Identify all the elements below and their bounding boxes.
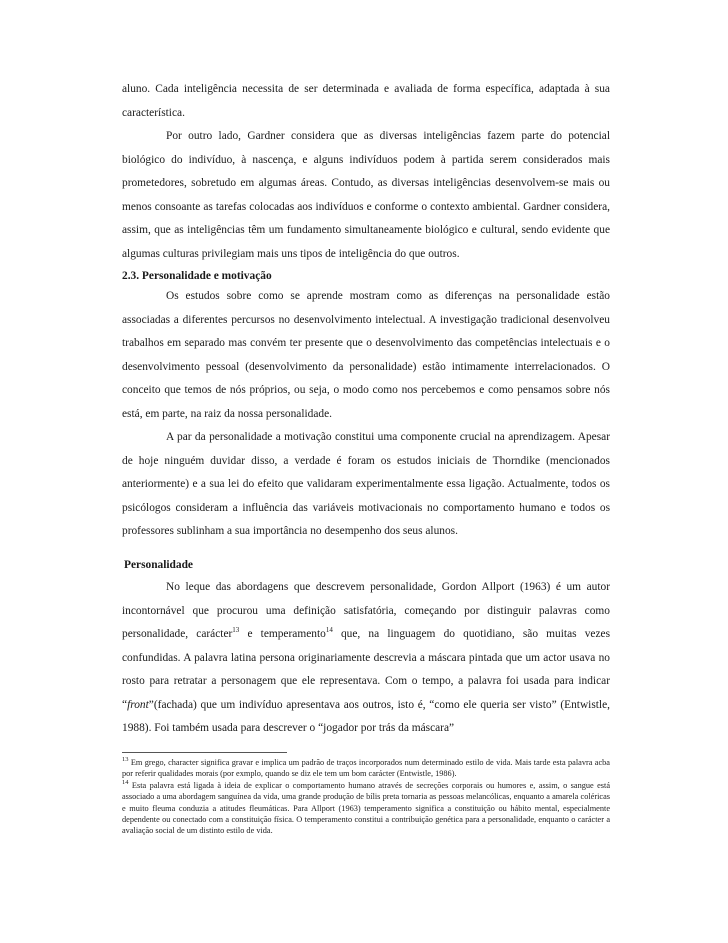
subheading: Personalidade (124, 559, 193, 571)
footnotes (122, 757, 610, 837)
allport-text (122, 576, 610, 741)
paragraph-gardner: Por outro lado, Gardner considera que as diversas inteligências fazem parte do potencial biológico do indivíduo, à nascença, e alguns indivíduos podem à partida serem considerados mais prometedores, sobretudo em algumas áreas. Contudo, as diversas inteligências desenvolvem-se mais ou menos consoante as tarefas colocadas aos indivíduos e conforme o contexto ambiental. Gardner considera, assim, que as inteligências têm um fundamento simultaneamente biológico e cultural, sendo evidente que algumas culturas privilegiam mais uns tipos de inteligência do que outros. (122, 130, 610, 260)
paragraph-motivation: A par da personalidade a motivação constitui uma componente crucial na aprendizagem. Apesar de hoje ninguém duvidar disso, a verdade é foram os estudos iniciais de Thorndike (mencionados anteriormente) e a sua lei do efeito que validaram experimentalmente essa ligação. Actualmente, todos os psicólogos consideram a influência das variáveis motivacionais no comportamento humano e todos os professores sublinham a sua importância no desempenho dos seus alunos. (122, 431, 610, 538)
paragraph-continuation: aluno. Cada inteligência necessita de ser determinada e avaliada de forma específica, adaptada à sua característica. (122, 83, 610, 119)
paragraph-allport: No leque das abordagens que descrevem personalidade, Gordon Allport (1963) é um autor incontornável que procurou uma definição satisfatória, começando por distinguir palavras como personalidade, carácter$^{13}$ e temperamento$^{14}$ que, na linguagem do quotidiano, são muitas vezes confundidas. A palavra latina persona originariamente descrevia a máscara pintada que um actor usava no rosto para retratar a personagem que ele representava. Com o tempo, a palavra foi usada para indicar “front”(fachada) que um indivíduo apresentava aos outros, isto é, “como ele queria ser visto” (Entwistle, 1988). Foi também usada para descrever o “jogador por trás da máscara” (122, 581, 611, 735)
intro-text (122, 78, 610, 266)
italic-front: front (127, 698, 149, 711)
section-heading: 2.3. Personalidade e motivação (122, 270, 272, 282)
footnote-13: $^{13}$ Em grego, character significa gravar e implica um padrão de traços incorporados num determinado estilo de vida. Mais tarde esta palavra acba por referir qualidades morais (por exmplo, quando se diz ele tem um bom carácter (Entwistle, 1986). (122, 756, 610, 779)
footnote-14: $^{14}$ Esta palavra está ligada à ideia de explicar o comportamento humano através de secreções corporais ou humores e, assim, o sangue está associado a uma abordagem sanguínea da vida, uma grande produção de bílis preta tornaria as pessoas melancólicas, enquanto a amarela coléricas e muito fleuma conduzia a atitudes fleumáticas. Para Allport (1963) temperamento significa a constituição ou hábito mental, especialmente dependente ou conectado com a constituição física. O temperamento constitui a contribuição genética para a personalidade, enquanto o carácter a avaliação social de um distinto estilo de vida. (122, 779, 610, 836)
paragraph-personality: Os estudos sobre como se aprende mostram como as diferenças na personalidade estão associadas a diferentes percursos no desenvolvimento intelectual. A investigação tradicional desenvolveu trabalhos em separado mas convém ter presente que o desenvolvimento das competências intelectuais e o desenvolvimento pessoal (desenvolvimento da personalidade) estão intimamente interrelacionados. O conceito que temos de nós próprios, ou seja, o modo como nos percebemos e como pensamos sobre nós está, em parte, na raiz da nossa personalidade. (122, 290, 610, 420)
footnote-ref-14[interactable]: 14 (325, 626, 333, 635)
footnote-divider (122, 752, 287, 753)
footnote-ref-13[interactable]: 13 (232, 626, 240, 635)
section-text (122, 285, 610, 544)
